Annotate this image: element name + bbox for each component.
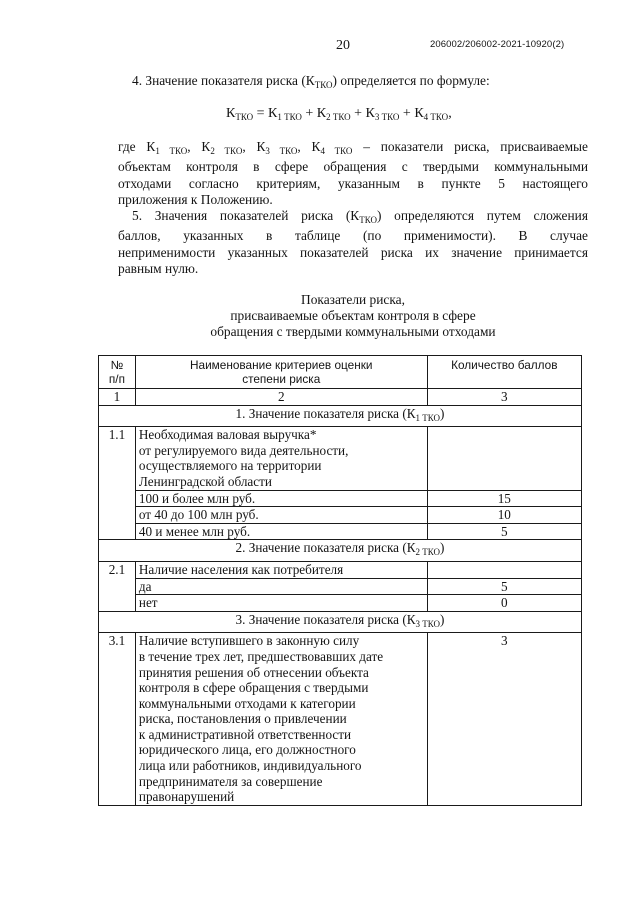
paragraph-5-line: равным нулю. (118, 261, 199, 277)
option-score: 0 (427, 595, 581, 612)
paragraph-5-line: 5. Значения показателей риска $(К_{ТКО})$ определяются путем сложения (132, 208, 588, 225)
table-row (99, 490, 582, 507)
table-row (99, 633, 582, 806)
table-row (99, 427, 582, 490)
table-title-line: обращения с твердыми коммунальными отходами (210, 324, 496, 339)
row-number: 3.1 (99, 633, 136, 806)
table-title-line: Показатели риска, (301, 292, 405, 307)
section-row (99, 405, 582, 427)
paragraph-4-line: отходами согласно критериям, указанным в пункте 5 настоящего (118, 175, 588, 191)
option-score: 3 (427, 633, 581, 806)
table-row (99, 595, 582, 612)
option-score: 5 (427, 578, 581, 595)
header-score: Количество баллов (427, 356, 581, 389)
paragraph-4-lead: 4. Значение показателя риска $(К_{ТКО})$ определяется по формуле: (132, 73, 490, 90)
paragraph-4-line: приложения к Положению. (118, 192, 273, 208)
section-2-title: 2. Значение показателя риска $(К_{2 ТКО})$ (99, 540, 582, 562)
option-label: да (135, 578, 427, 595)
option-score: 15 (427, 490, 581, 507)
option-score: 10 (427, 507, 581, 524)
table-title (118, 292, 588, 340)
paragraph-5-body (118, 208, 588, 278)
criteria-text: Наличие населения как потребителя (135, 561, 427, 578)
table-title-line: присваиваемые объектам контроля в сфере (230, 308, 476, 323)
header-criteria: Наименование критериев оценки степени риска (135, 356, 427, 389)
section-3-title: 3. Значение показателя риска $(К_{3 ТКО})$ (99, 611, 582, 633)
option-label: от 40 до 100 млн руб. (135, 507, 427, 524)
score-cell (427, 561, 581, 578)
column-number: 3 (427, 389, 581, 406)
paragraph-4-line: где $К_{1 ТКО}$, $К_{2 ТКО}$, $К_{3 ТКО}$, $К_{4 ТКО}$ – показатели риска, присваиваемые (118, 139, 588, 156)
risk-indicators-table (98, 355, 582, 806)
section-1-title: 1. Значение показателя риска $(К_{1 ТКО})$ (99, 405, 582, 427)
paragraph-4-body (118, 139, 588, 209)
table-row (99, 561, 582, 578)
option-label: нет (135, 595, 427, 612)
paragraph-5-line: баллов, указанных в таблице (по применимости). В случае (118, 228, 588, 244)
document-code: 206002/206002-2021-10920(2) (430, 39, 565, 50)
option-label: 100 и более млн руб. (135, 490, 427, 507)
section-row (99, 540, 582, 562)
row-number: 1.1 (99, 427, 136, 540)
column-number: 1 (99, 389, 136, 406)
criteria-text: Наличие вступившего в законную силу в течение трех лет, предшествовавших дате принятия решения об отнесении объекта контроля в сфере обращения с твердыми коммунальными отходами к категории риска, постановления о привлечении к административной ответственности юридического лица, его должностного лица или работников, индивидуального предпринимателя за совершение правонарушений (135, 633, 427, 806)
column-numbers-row (99, 389, 582, 406)
table-row (99, 523, 582, 540)
criteria-text: Необходимая валовая выручка* от регулируемого вида деятельности, осуществляемого на территории Ленинградской области (135, 427, 427, 490)
header-number: № п/п (99, 356, 136, 389)
table-row (99, 507, 582, 524)
page-number: 20 (336, 38, 350, 53)
option-score: 5 (427, 523, 581, 540)
paragraph-4-line: объектам контроля в сфере обращения с твердыми коммунальными (118, 159, 588, 175)
score-cell (427, 427, 581, 490)
risk-formula: $К_{ТКО} = К_{1 ТКО} + К_{2 ТКО} + К_{3 ТКО} + К_{4 ТКО}$, (226, 106, 452, 122)
option-label: 40 и менее млн руб. (135, 523, 427, 540)
row-number: 2.1 (99, 561, 136, 611)
column-number: 2 (135, 389, 427, 406)
section-row (99, 611, 582, 633)
paragraph-5-line: неприменимости указанных показателей риска их значение принимается (118, 244, 588, 260)
table-header-row (99, 356, 582, 389)
table-row (99, 578, 582, 595)
